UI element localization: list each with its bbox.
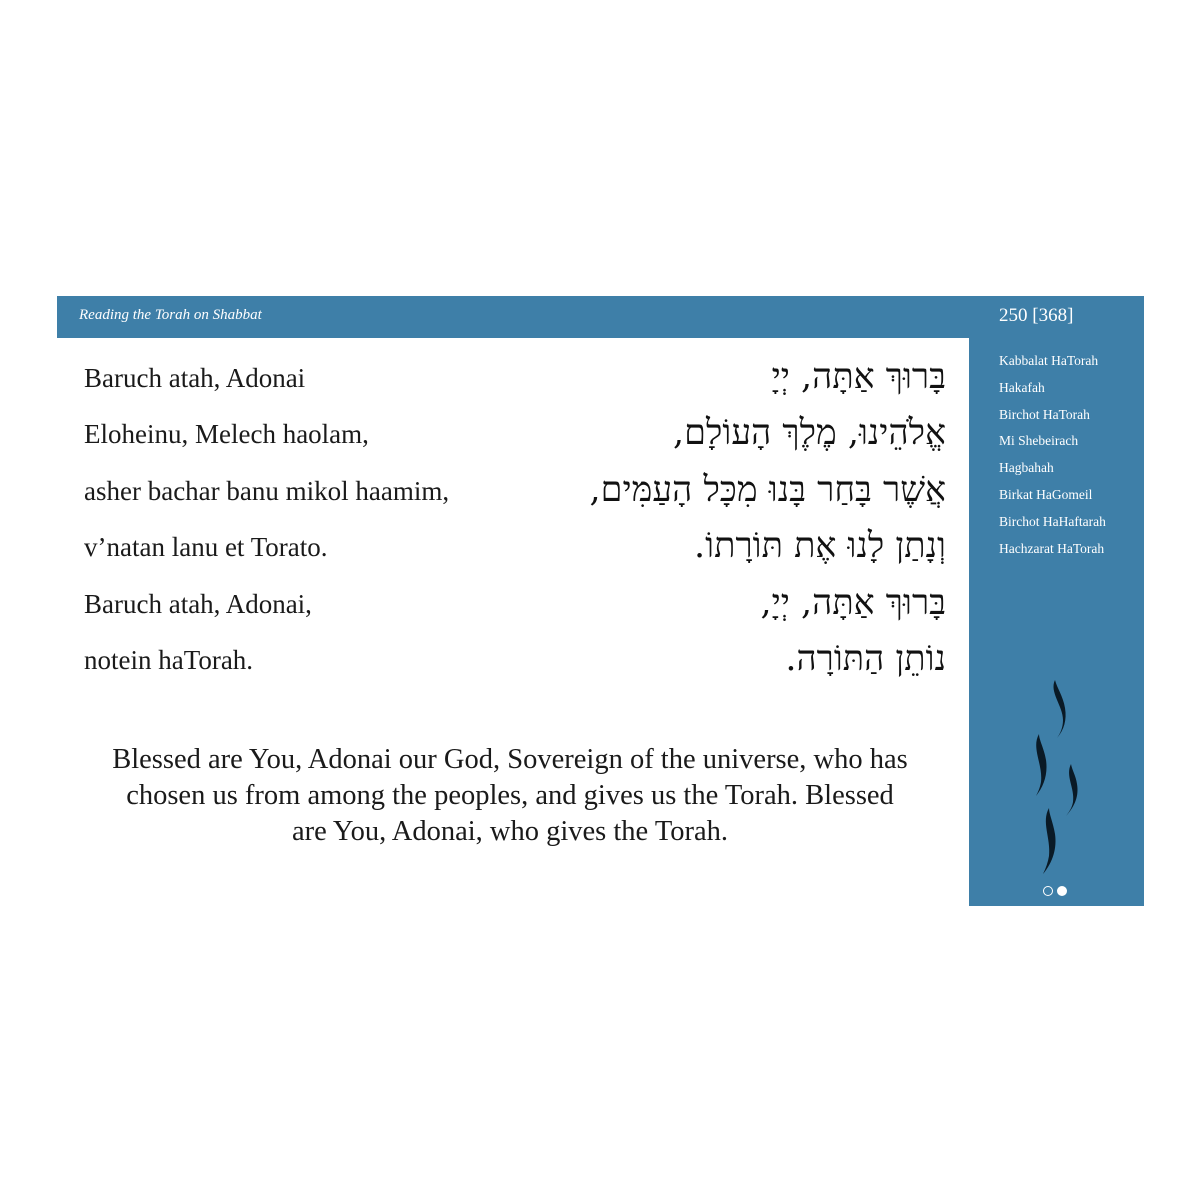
sidebar-item-hagbahah[interactable]: Hagbahah [999, 460, 1054, 476]
english-translation: Blessed are You, Adonai our God, Sovereign of the universe, who has chosen us from among the peoples, and gives us the Torah. Blessed are You, Adonai, who gives the Torah. [112, 744, 908, 847]
transliteration-line: Eloheinu, Melech haolam, [84, 419, 369, 450]
hebrew-line: נוֹתֵן הַתּוֹרָה. [785, 638, 946, 679]
hebrew-line: וְנָתַן לָנוּ אֶת תּוֹרָתוֹ. [694, 526, 946, 567]
page-number: 250 [368] [999, 305, 1074, 326]
sidebar-item-kabbalat-hatorah[interactable]: Kabbalat HaTorah [999, 353, 1099, 368]
transliteration-line: v’natan lanu et Torato. [84, 532, 328, 563]
sidebar-item-birchot-hahaftarah[interactable]: Birchot HaHaftarah [999, 513, 1106, 529]
pagination-dot-2[interactable] [1057, 886, 1067, 896]
prayer-line [84, 583, 946, 639]
hebrew-line: בָּרוּךְ אַתָּה, יְיָ, [760, 582, 946, 623]
prayer-line [84, 639, 946, 695]
sidebar-item-birchot-hatorah[interactable]: Birchot HaTorah [999, 406, 1090, 422]
transliteration-line: asher bachar banu mikol haamim, [84, 475, 450, 506]
transliteration-line: Baruch atah, Adonai [84, 363, 306, 393]
transliteration-line: notein haTorah. [84, 644, 254, 675]
hebrew-line: בָּרוּךְ אַתָּה, יְיָ [771, 357, 946, 397]
section-title: Reading the Torah on Shabbat [79, 307, 262, 323]
sidebar-item-birkat-hagomeil[interactable]: Birkat HaGomeil [999, 486, 1093, 502]
prayer-line [84, 470, 946, 526]
hebrew-line: אֱלֹהֵינוּ, מֶלֶךְ הָעוֹלָם, [673, 413, 946, 454]
flame-strokes-icon [1019, 678, 1089, 878]
sidebar-item-hakafah[interactable]: Hakafah [999, 379, 1045, 395]
header-bar [57, 296, 1144, 338]
hebrew-line: אֲשֶׁר בָּחַר בָּנוּ מִכָּל הָעַמִּים, [589, 469, 946, 510]
transliteration-line: Baruch atah, Adonai, [84, 588, 312, 619]
sidebar-item-mi-shebeirach[interactable]: Mi Shebeirach [999, 433, 1079, 449]
sidebar-nav [999, 348, 1106, 562]
pagination-dots [1043, 886, 1067, 896]
prayer-line [84, 413, 946, 469]
sidebar-item-hachzarat-hatorah[interactable]: Hachzarat HaTorah [999, 540, 1105, 556]
sidebar [969, 338, 1144, 906]
prayer-line [84, 357, 946, 413]
prayer-line [84, 526, 946, 582]
pagination-dot-1[interactable] [1043, 886, 1053, 896]
prayer-text [84, 357, 946, 695]
